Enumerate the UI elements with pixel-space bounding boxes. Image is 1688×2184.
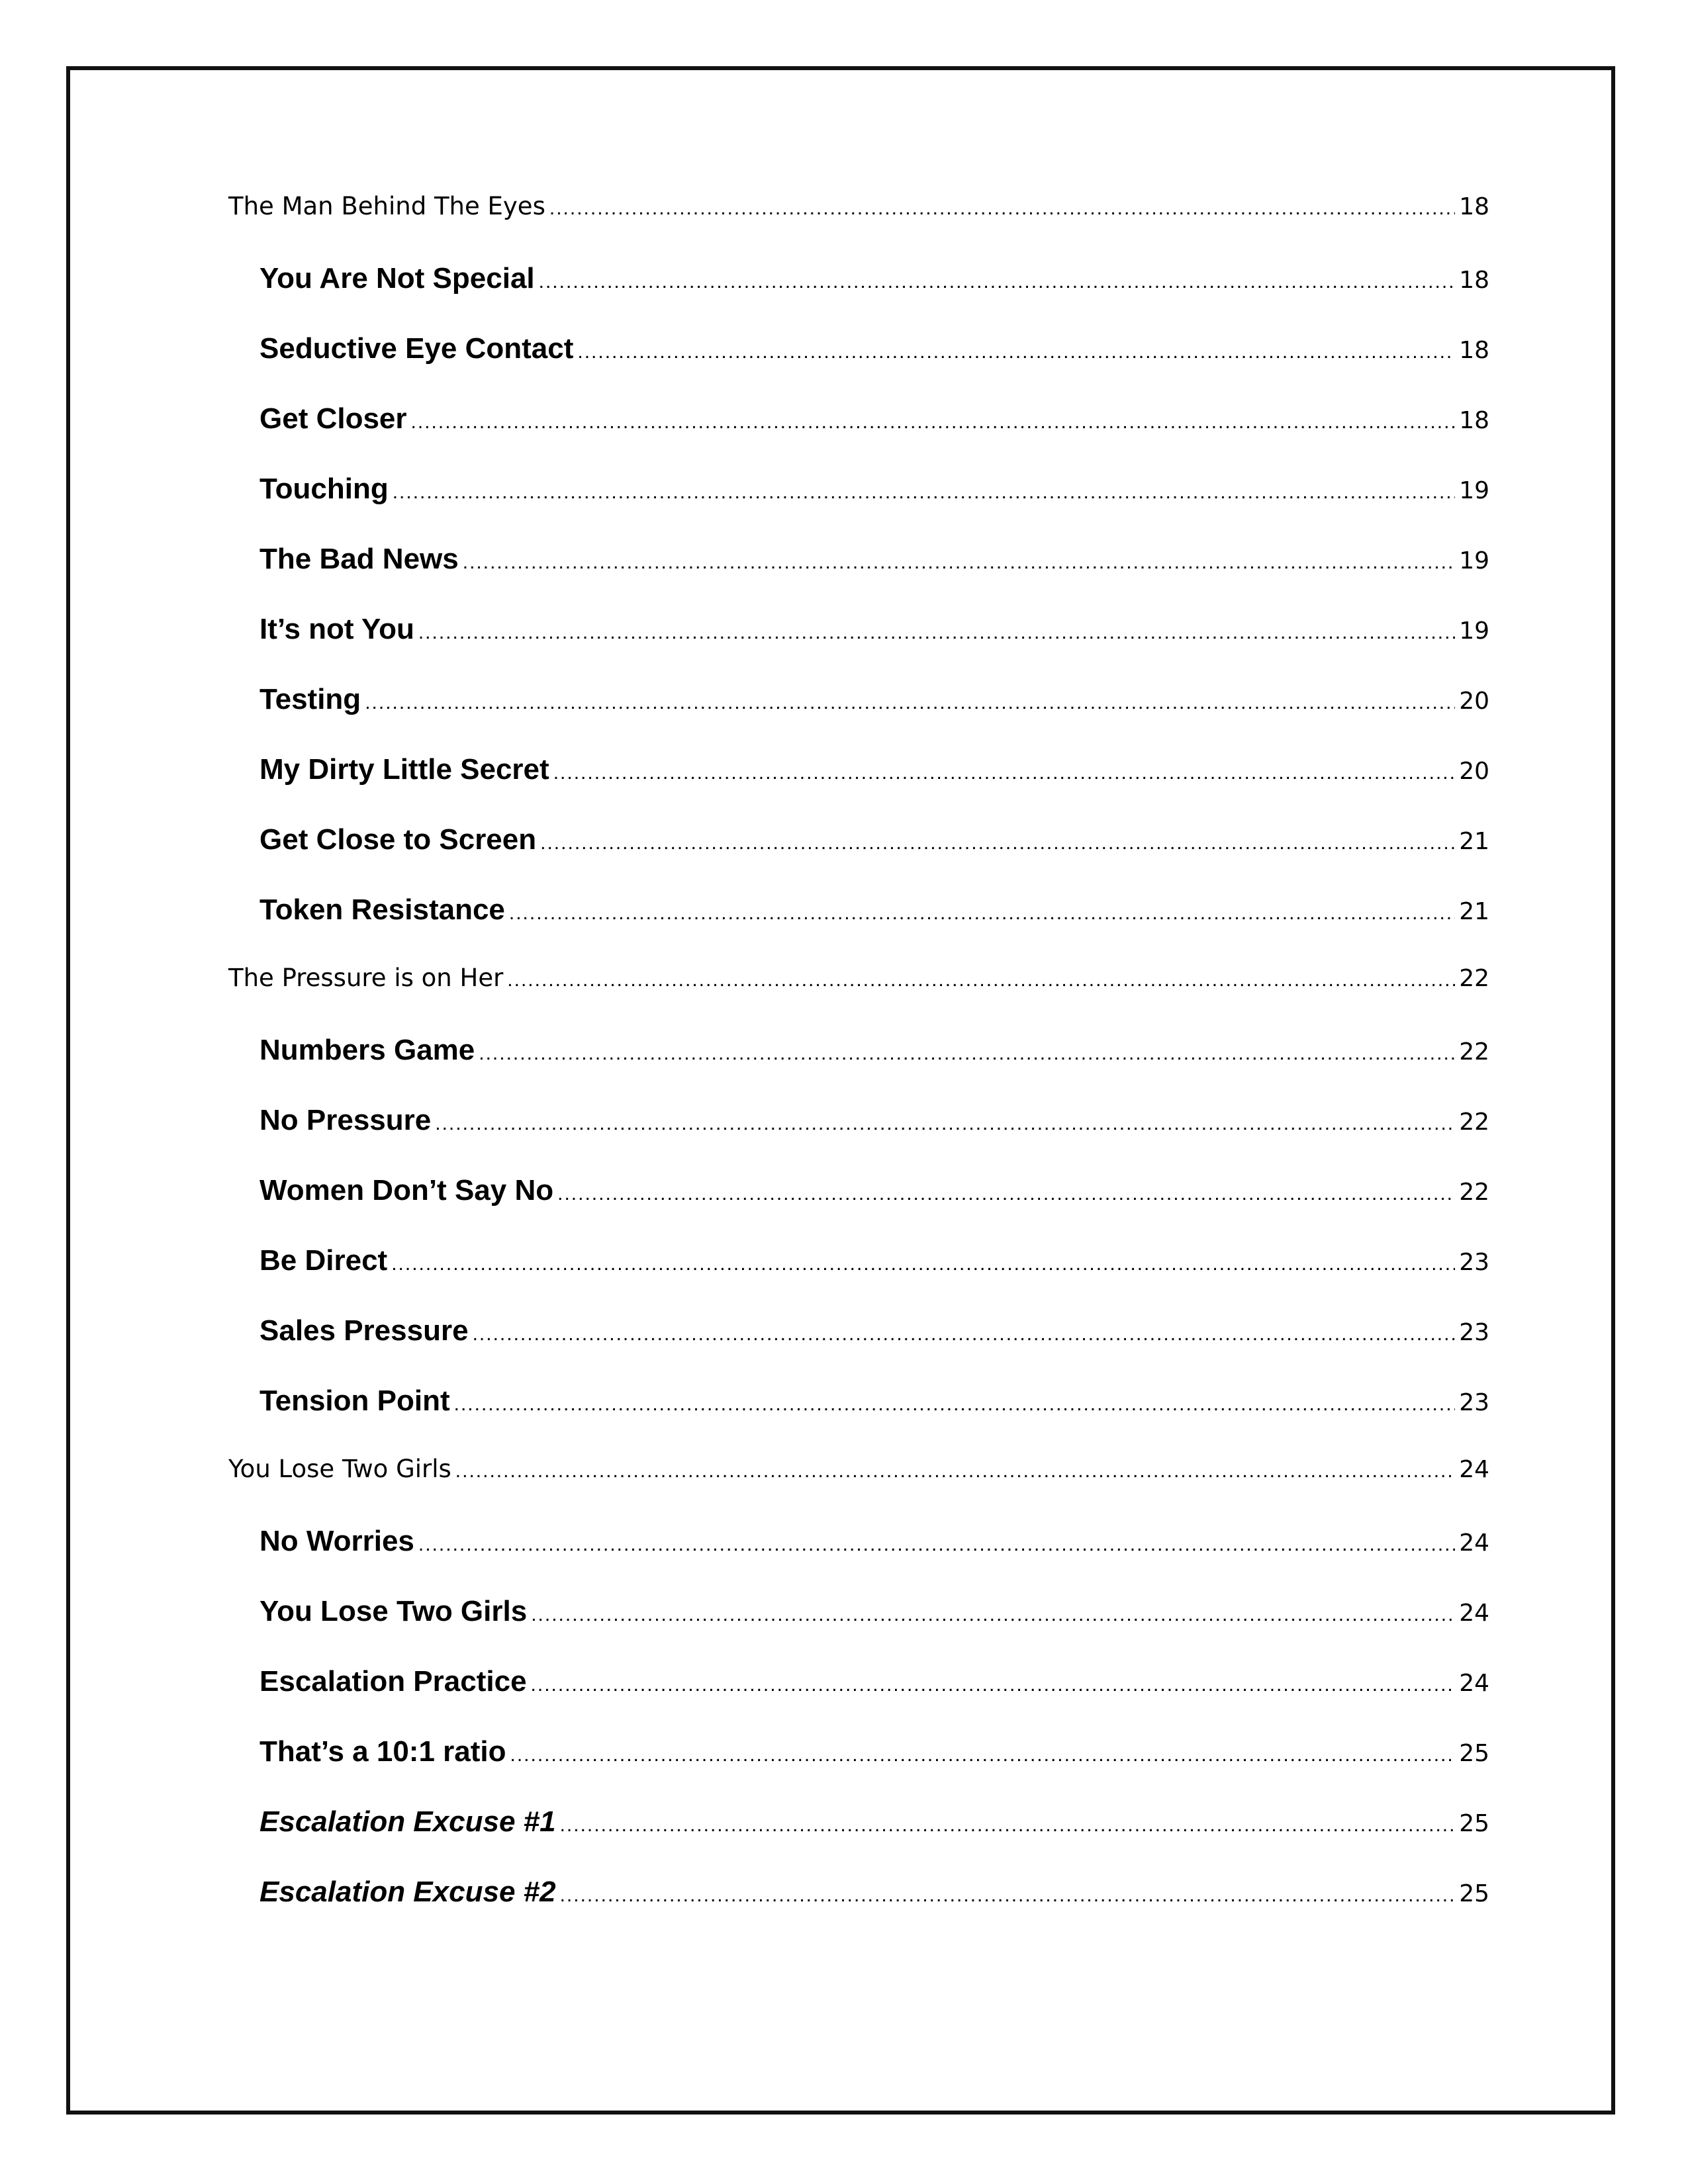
toc-entry[interactable] [228,1174,1489,1244]
dot-leader [553,762,1456,784]
toc-entry-title: It’s not You [259,613,414,645]
toc-entry-page: 18 [1459,267,1489,294]
toc-entry-title: Escalation Excuse #1 [259,1805,556,1838]
toc-entry[interactable] [228,192,1489,262]
dot-leader [560,1814,1456,1837]
toc-entry[interactable] [228,1595,1489,1665]
toc-entry-page: 24 [1459,1600,1489,1627]
toc-entry-title: You Are Not Special [259,262,535,295]
toc-entry-page: 22 [1459,1038,1489,1066]
dot-leader [539,271,1456,293]
dot-leader [507,969,1455,991]
toc-entry-title: Be Direct [259,1244,388,1277]
toc-entry-page: 18 [1459,193,1489,220]
toc-entry-page: 24 [1459,1456,1489,1483]
toc-entry[interactable] [228,753,1489,823]
toc-entry-page: 18 [1459,337,1489,364]
toc-entry-page: 19 [1459,617,1489,645]
dot-leader [393,481,1455,504]
toc-entry-page: 22 [1459,965,1489,992]
toc-entry-page: 19 [1459,477,1489,504]
toc-entry-title: My Dirty Little Secret [259,753,549,786]
toc-entry[interactable] [228,1805,1489,1876]
toc-entry[interactable] [228,1735,1489,1805]
toc-entry[interactable] [228,1385,1489,1455]
toc-entry-title: Tension Point [259,1385,450,1417]
dot-leader [577,341,1455,363]
toc-entry-page: 23 [1459,1249,1489,1276]
toc-entry-page: 20 [1459,688,1489,715]
toc-entry-title: You Lose Two Girls [228,1455,451,1483]
dot-leader [455,1460,1455,1482]
toc-entry-title: The Man Behind The Eyes [228,192,545,220]
toc-entry-page: 21 [1459,898,1489,925]
toc-entry[interactable] [228,893,1489,964]
toc-entry-page: 25 [1459,1880,1489,1907]
toc-entry[interactable] [228,1314,1489,1385]
toc-entry[interactable] [228,332,1489,402]
toc-entry-page: 22 [1459,1109,1489,1136]
toc-entry-title: Token Resistance [259,893,505,926]
toc-entry-title: Escalation Excuse #2 [259,1876,556,1908]
toc-entry-page: 24 [1459,1529,1489,1557]
dot-leader [435,1113,1455,1135]
toc-entry-page: 21 [1459,828,1489,855]
toc-entry-page: 25 [1459,1740,1489,1767]
dot-leader [463,551,1455,574]
dot-leader [510,1744,1456,1766]
dot-leader [540,832,1455,854]
toc-entry[interactable] [228,1455,1489,1525]
dot-leader [509,902,1455,925]
dot-leader [411,411,1456,433]
toc-entry-page: 25 [1459,1810,1489,1837]
toc-entry[interactable] [228,1034,1489,1104]
toc-entry-page: 23 [1459,1319,1489,1346]
toc-entry[interactable] [228,1876,1489,1946]
toc-entry[interactable] [228,823,1489,893]
toc-entry[interactable] [228,543,1489,613]
dot-leader [365,692,1455,714]
toc-entry[interactable] [228,262,1489,332]
toc-entry-title: No Worries [259,1525,414,1557]
toc-entry-title: Women Don’t Say No [259,1174,554,1206]
toc-entry-title: Sales Pressure [259,1314,469,1347]
toc-entry[interactable] [228,1525,1489,1595]
dot-leader [391,1253,1455,1275]
dot-leader [479,1042,1455,1065]
toc-entry-page: 20 [1459,758,1489,785]
toc-entry-title: Touching [259,473,389,505]
toc-entry-page: 24 [1459,1670,1489,1697]
dot-leader [418,1533,1455,1556]
dot-leader [454,1393,1456,1416]
toc-entry[interactable] [228,1244,1489,1314]
toc-entry-page: 23 [1459,1389,1489,1416]
toc-entry[interactable] [228,964,1489,1034]
toc-entry-title: Numbers Game [259,1034,475,1066]
toc-entry-title: No Pressure [259,1104,432,1136]
toc-entry-title: Seductive Eye Contact [259,332,574,365]
toc-entry-title: Get Close to Screen [259,823,537,856]
dot-leader [557,1183,1455,1205]
toc-entry-page: 22 [1459,1179,1489,1206]
toc-entry[interactable] [228,1104,1489,1174]
toc-entry-title: That’s a 10:1 ratio [259,1735,506,1768]
toc-entry-page: 19 [1459,547,1489,574]
toc-entry-title: You Lose Two Girls [259,1595,528,1627]
toc-entry[interactable] [228,613,1489,683]
dot-leader [531,1674,1456,1696]
toc-entry-title: The Bad News [259,543,459,575]
toc-entry-title: Testing [259,683,361,715]
dot-leader [473,1323,1456,1345]
dot-leader [531,1604,1455,1626]
dot-leader [549,197,1455,220]
toc-entry-title: Escalation Practice [259,1665,527,1698]
toc-entry[interactable] [228,402,1489,473]
toc-entry-page: 18 [1459,407,1489,434]
toc-entry[interactable] [228,473,1489,543]
table-of-contents [228,192,1489,1946]
dot-leader [418,621,1455,644]
toc-entry[interactable] [228,683,1489,753]
toc-entry-title: The Pressure is on Her [228,964,504,992]
toc-entry[interactable] [228,1665,1489,1735]
dot-leader [560,1884,1456,1907]
toc-entry-title: Get Closer [259,402,407,435]
